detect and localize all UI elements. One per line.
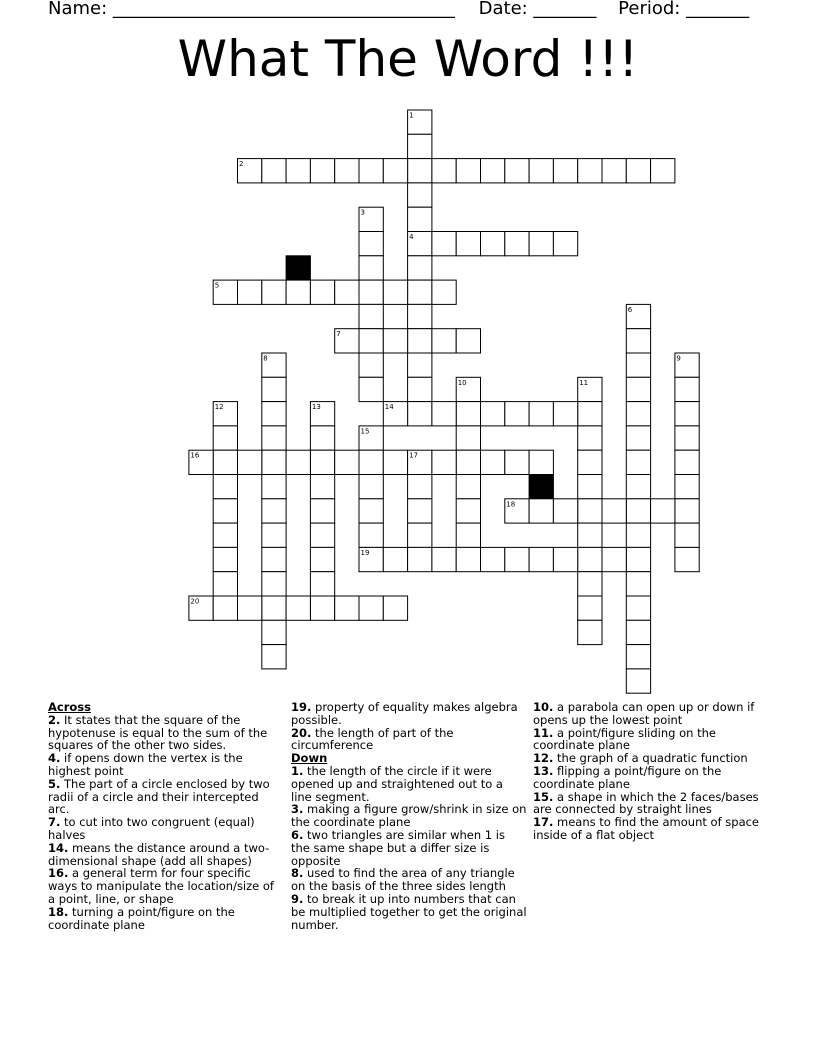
clue-text: property of equality makes algebra possible. xyxy=(291,700,518,727)
across-clue xyxy=(48,752,280,778)
grid-cell[interactable] xyxy=(359,256,383,280)
clue-text: a parabola can open up or down if opens up the lowest point xyxy=(533,700,755,727)
clue-number: 16. xyxy=(48,866,69,881)
clue-text: means to find the amount of space inside of a flat object xyxy=(533,815,760,842)
grid-cell[interactable] xyxy=(651,499,675,523)
across-clue xyxy=(48,778,280,816)
grid-cell[interactable] xyxy=(408,207,432,231)
grid-cell[interactable] xyxy=(262,280,286,304)
clue-number: 19. xyxy=(291,700,312,714)
grid-cell[interactable] xyxy=(432,547,456,571)
cell-number: 7 xyxy=(336,330,341,339)
grid-cell[interactable] xyxy=(359,304,383,328)
grid-cell[interactable] xyxy=(359,280,383,304)
grid-cell[interactable] xyxy=(626,645,650,669)
grid-cell[interactable] xyxy=(529,450,553,474)
grid-cell[interactable] xyxy=(310,572,334,596)
grid-cell[interactable] xyxy=(408,353,432,377)
grid-cell[interactable] xyxy=(408,256,432,280)
clue-text: flipping a point/figure on the coordinate plane xyxy=(533,763,722,791)
cell-number: 8 xyxy=(263,354,268,363)
clue-heading: Across xyxy=(48,700,91,714)
grid-cell[interactable] xyxy=(238,596,262,620)
clue-number: 14. xyxy=(48,840,69,855)
name-field: Name: ______________________________________ xyxy=(48,0,455,19)
down-clue xyxy=(533,701,765,727)
grid-cell[interactable] xyxy=(456,475,480,499)
grid-cell[interactable] xyxy=(481,450,505,474)
grid-cell[interactable] xyxy=(578,450,602,474)
grid-cell[interactable] xyxy=(262,377,286,401)
grid-cell[interactable] xyxy=(359,329,383,353)
grid-cell[interactable] xyxy=(408,134,432,158)
grid-cell[interactable] xyxy=(602,547,626,571)
cell-number: 10 xyxy=(457,378,467,387)
grid-cell[interactable] xyxy=(359,499,383,523)
grid-cell[interactable] xyxy=(286,159,310,183)
clue-text: if opens down the vertex is the highest point xyxy=(48,751,243,778)
grid-cell[interactable] xyxy=(383,329,407,353)
down-clue xyxy=(291,893,527,931)
grid-cell[interactable] xyxy=(602,159,626,183)
grid-cell[interactable] xyxy=(626,426,650,450)
grid-cell[interactable] xyxy=(481,547,505,571)
page-title: What The Word !!! xyxy=(177,30,639,88)
grid-cell[interactable] xyxy=(602,499,626,523)
clue-text: making a figure grow/shrink in size on the coordinate plane xyxy=(291,802,527,830)
cell-number: 16 xyxy=(190,451,200,460)
grid-cell[interactable] xyxy=(651,159,675,183)
grid-cell[interactable] xyxy=(456,426,480,450)
down-clue xyxy=(291,803,527,829)
grid-cell[interactable] xyxy=(432,450,456,474)
cell-number: 9 xyxy=(676,354,681,363)
clue-number: 15. xyxy=(533,789,554,804)
grid-cell[interactable] xyxy=(456,402,480,426)
down-clue xyxy=(533,816,765,842)
grid-cell[interactable] xyxy=(553,159,577,183)
cell-number: 11 xyxy=(579,378,589,387)
grid-cell[interactable] xyxy=(213,523,237,547)
across-clue xyxy=(48,867,280,905)
clue-number: 7. xyxy=(48,815,61,830)
grid-cell[interactable] xyxy=(529,159,553,183)
grid-cell[interactable] xyxy=(626,377,650,401)
black-square xyxy=(286,256,310,280)
grid-cell[interactable] xyxy=(213,426,237,450)
clue-number: 13. xyxy=(533,763,554,778)
grid-cell[interactable] xyxy=(335,596,359,620)
grid-cell[interactable] xyxy=(408,377,432,401)
grid-cell[interactable] xyxy=(286,280,310,304)
grid-cell[interactable] xyxy=(359,450,383,474)
grid-cell[interactable] xyxy=(310,499,334,523)
cell-number: 19 xyxy=(360,548,370,557)
grid-cell[interactable] xyxy=(213,596,237,620)
cell-number: 14 xyxy=(384,403,394,412)
grid-cell[interactable] xyxy=(626,475,650,499)
grid-cell[interactable] xyxy=(578,523,602,547)
grid-cell[interactable] xyxy=(286,596,310,620)
black-square xyxy=(529,475,553,499)
grid-cell[interactable] xyxy=(310,547,334,571)
cell-number: 2 xyxy=(239,160,244,169)
grid-cell[interactable] xyxy=(675,377,699,401)
clue-number: 5. xyxy=(48,776,61,791)
down-clue xyxy=(533,727,765,753)
grid-cell[interactable] xyxy=(408,280,432,304)
cell-number: 3 xyxy=(360,208,365,217)
grid-cell[interactable] xyxy=(359,377,383,401)
grid-cell[interactable] xyxy=(505,402,529,426)
grid-cell[interactable] xyxy=(359,475,383,499)
grid-cell[interactable] xyxy=(383,596,407,620)
grid-cell[interactable] xyxy=(286,450,310,474)
grid-cell[interactable] xyxy=(262,450,286,474)
clue-number: 20. xyxy=(291,725,312,740)
grid-cell[interactable] xyxy=(578,402,602,426)
down-clue xyxy=(533,765,765,791)
grid-cell[interactable] xyxy=(262,475,286,499)
grid-cell[interactable] xyxy=(675,450,699,474)
clue-text: It states that the square of the hypotenuse is equal to the sum of the squares of the other two sides. xyxy=(48,712,268,753)
clue-text: to break it up into numbers that can be multiplied together to get the original number. xyxy=(291,891,527,932)
grid-cell[interactable] xyxy=(626,159,650,183)
grid-cell[interactable] xyxy=(553,232,577,256)
grid-cell[interactable] xyxy=(262,402,286,426)
grid-cell[interactable] xyxy=(383,159,407,183)
grid-cell[interactable] xyxy=(310,450,334,474)
grid-cell[interactable] xyxy=(359,353,383,377)
clue-text: turning a point/figure on the coordinate plane xyxy=(48,904,235,932)
grid-cell[interactable] xyxy=(626,620,650,644)
clue-number: 4. xyxy=(48,751,61,766)
grid-cell[interactable] xyxy=(262,523,286,547)
grid-cell[interactable] xyxy=(456,329,480,353)
grid-cell[interactable] xyxy=(310,280,334,304)
grid-cell[interactable] xyxy=(408,547,432,571)
grid-cell[interactable] xyxy=(626,596,650,620)
grid-cell[interactable] xyxy=(310,523,334,547)
grid-cell[interactable] xyxy=(262,645,286,669)
grid-cell[interactable] xyxy=(213,499,237,523)
grid-cell[interactable] xyxy=(626,329,650,353)
down-clue xyxy=(291,829,527,867)
grid-cell[interactable] xyxy=(553,402,577,426)
grid-cell[interactable] xyxy=(432,329,456,353)
cell-number: 15 xyxy=(360,427,370,436)
clue-text: the graph of a quadratic function xyxy=(553,751,748,766)
grid-cell[interactable] xyxy=(310,426,334,450)
grid-cell[interactable] xyxy=(675,547,699,571)
grid-cell[interactable] xyxy=(262,547,286,571)
grid-cell[interactable] xyxy=(262,426,286,450)
clue-text: the length of part of the circumference xyxy=(291,725,454,753)
grid-cell[interactable] xyxy=(213,450,237,474)
grid-cell[interactable] xyxy=(456,547,480,571)
grid-cell[interactable] xyxy=(456,159,480,183)
grid-cell[interactable] xyxy=(553,547,577,571)
grid-cell[interactable] xyxy=(432,402,456,426)
clue-text: means the distance around a two-dimensional shape (add all shapes) xyxy=(48,840,270,868)
grid-cell[interactable] xyxy=(408,402,432,426)
grid-cell[interactable] xyxy=(262,159,286,183)
clue-text: two triangles are similar when 1 is the same shape but a differ size is opposite xyxy=(291,827,505,868)
grid-cell[interactable] xyxy=(408,159,432,183)
grid-cell[interactable] xyxy=(238,450,262,474)
clue-number: 6. xyxy=(291,827,304,842)
clue-text: a general term for four specific ways to manipulate the location/size of a point, line, or shape xyxy=(48,866,274,906)
grid-cell[interactable] xyxy=(408,499,432,523)
grid-cell[interactable] xyxy=(481,232,505,256)
clue-heading: Down xyxy=(291,751,328,766)
grid-cell[interactable] xyxy=(505,232,529,256)
grid-cell[interactable] xyxy=(310,596,334,620)
grid-cell[interactable] xyxy=(626,547,650,571)
down-clue xyxy=(533,791,765,817)
grid-cell[interactable] xyxy=(408,183,432,207)
grid-cell[interactable] xyxy=(408,329,432,353)
clue-number: 2. xyxy=(48,712,61,727)
grid-cell[interactable] xyxy=(675,499,699,523)
cell-number: 13 xyxy=(311,403,321,412)
date-field: Date: _______ xyxy=(478,0,597,19)
grid-cell[interactable] xyxy=(456,523,480,547)
across-clue xyxy=(48,714,280,752)
across-clue xyxy=(291,701,527,727)
grid-cell[interactable] xyxy=(578,547,602,571)
cell-number: 6 xyxy=(627,305,633,314)
grid-cell[interactable] xyxy=(675,475,699,499)
clue-text: the length of the circle if it were opened up and straightened out to a line segment. xyxy=(291,763,503,804)
grid-cell[interactable] xyxy=(335,280,359,304)
grid-cell[interactable] xyxy=(626,669,650,693)
cell-number: 17 xyxy=(409,451,419,460)
grid-cell[interactable] xyxy=(432,232,456,256)
grid-cell[interactable] xyxy=(359,523,383,547)
grid-cell[interactable] xyxy=(359,596,383,620)
across-clue xyxy=(48,906,280,932)
grid-cell[interactable] xyxy=(626,523,650,547)
grid-cell[interactable] xyxy=(213,572,237,596)
grid-cell[interactable] xyxy=(553,499,577,523)
grid-cell[interactable] xyxy=(505,450,529,474)
grid-cell[interactable] xyxy=(626,402,650,426)
grid-cell[interactable] xyxy=(505,159,529,183)
grid-cell[interactable] xyxy=(383,450,407,474)
grid-cell[interactable] xyxy=(675,523,699,547)
down-clue xyxy=(291,867,527,893)
period-field: Period: _______ xyxy=(618,0,750,19)
grid-cell[interactable] xyxy=(481,402,505,426)
grid-cell[interactable] xyxy=(213,547,237,571)
clue-text: The part of a circle enclosed by two radii of a circle and their intercepted arc. xyxy=(48,776,270,817)
clue-number: 9. xyxy=(291,891,304,906)
clue-text: a shape in which the 2 faces/bases are connected by straight lines xyxy=(533,789,759,817)
grid-cell[interactable] xyxy=(578,596,602,620)
grid-cell[interactable] xyxy=(505,547,529,571)
grid-cell[interactable] xyxy=(578,159,602,183)
clue-text: a point/figure sliding on the coordinate plane xyxy=(533,725,716,753)
grid-cell[interactable] xyxy=(675,426,699,450)
down-clue xyxy=(291,765,527,803)
grid-cell[interactable] xyxy=(408,304,432,328)
grid-cell[interactable] xyxy=(529,547,553,571)
grid-cell[interactable] xyxy=(359,159,383,183)
clues-column-2 xyxy=(291,701,527,931)
grid-cell[interactable] xyxy=(529,499,553,523)
cell-number: 1 xyxy=(409,111,414,120)
grid-cell[interactable] xyxy=(335,159,359,183)
cell-number: 18 xyxy=(506,500,516,509)
clue-number: 17. xyxy=(533,815,554,830)
clue-number: 12. xyxy=(533,751,554,766)
clue-number: 3. xyxy=(291,802,304,817)
cell-number: 20 xyxy=(190,597,200,606)
grid-cell[interactable] xyxy=(626,353,650,377)
grid-cell[interactable] xyxy=(675,402,699,426)
grid-cell[interactable] xyxy=(262,572,286,596)
grid-cell[interactable] xyxy=(408,523,432,547)
cell-number: 12 xyxy=(214,403,224,412)
grid-cell[interactable] xyxy=(213,475,237,499)
grid-cell[interactable] xyxy=(408,475,432,499)
clues-column-1 xyxy=(48,701,280,931)
clue-number: 18. xyxy=(48,904,69,919)
grid-cell[interactable] xyxy=(626,572,650,596)
grid-cell[interactable] xyxy=(456,232,480,256)
grid-cell[interactable] xyxy=(456,450,480,474)
clue-number: 10. xyxy=(533,700,554,714)
clue-text: used to find the area of any triangle on the basis of the three sides length xyxy=(291,866,515,894)
grid-cell[interactable] xyxy=(310,475,334,499)
clue-number: 1. xyxy=(291,763,304,778)
grid-cell[interactable] xyxy=(626,450,650,474)
grid-cell[interactable] xyxy=(578,620,602,644)
grid-cell[interactable] xyxy=(456,499,480,523)
cell-number: 5 xyxy=(214,281,220,290)
across-clue xyxy=(291,727,527,753)
clues-column-3 xyxy=(533,701,765,842)
grid-cell[interactable] xyxy=(626,499,650,523)
grid-cell[interactable] xyxy=(383,280,407,304)
grid-cell[interactable] xyxy=(578,572,602,596)
grid-cell[interactable] xyxy=(481,159,505,183)
grid-cell[interactable] xyxy=(310,159,334,183)
grid-cell[interactable] xyxy=(335,450,359,474)
grid-cell[interactable] xyxy=(359,232,383,256)
across-clue xyxy=(48,842,280,868)
clue-number: 11. xyxy=(533,725,554,740)
clue-number: 8. xyxy=(291,866,304,881)
grid-cell[interactable] xyxy=(529,402,553,426)
across-clue xyxy=(48,816,280,842)
grid-cell[interactable] xyxy=(262,499,286,523)
grid-cell[interactable] xyxy=(432,280,456,304)
grid-cell[interactable] xyxy=(529,232,553,256)
grid-cell[interactable] xyxy=(432,159,456,183)
grid-cell[interactable] xyxy=(238,280,262,304)
grid-cell[interactable] xyxy=(578,499,602,523)
cell-number: 4 xyxy=(409,233,414,241)
grid-cell[interactable] xyxy=(578,475,602,499)
grid-cell[interactable] xyxy=(578,426,602,450)
grid-cell[interactable] xyxy=(262,620,286,644)
grid-cell[interactable] xyxy=(383,547,407,571)
clue-text: to cut into two congruent (equal) halves xyxy=(48,815,255,842)
grid-cell[interactable] xyxy=(262,596,286,620)
